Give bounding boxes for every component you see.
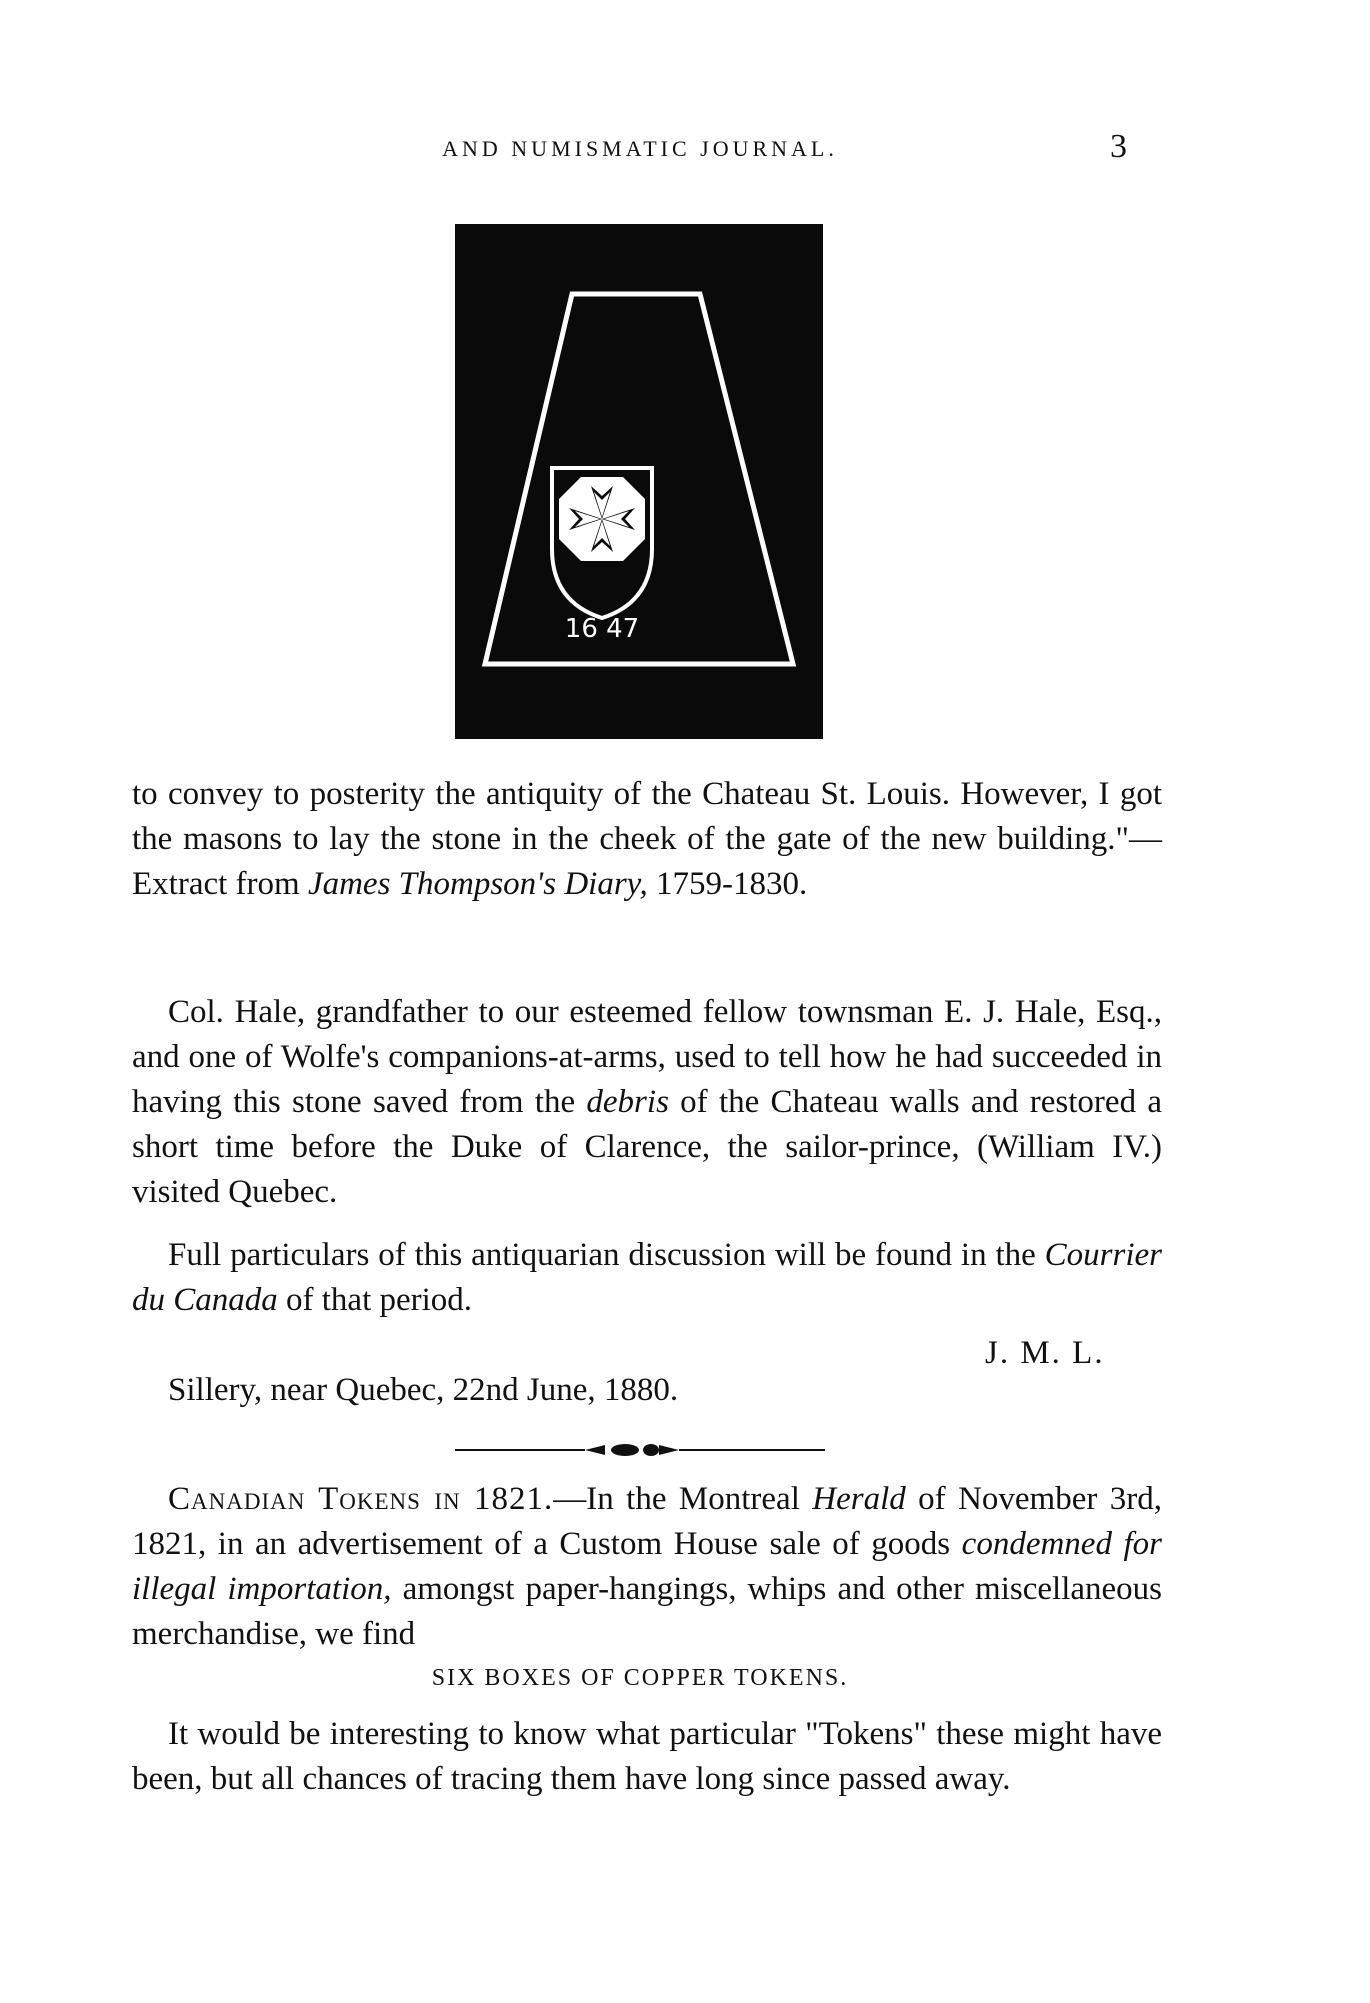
ornamental-separator <box>455 1442 825 1458</box>
paragraph-col-hale <box>132 990 1162 1215</box>
text-run: Full particulars of this antiquarian discussion will be found in the <box>168 1237 1045 1273</box>
text-run: of the Chateau walls and restored a short time before the Duke of Clarence, the sailor-prince, (William IV.) visited Quebec. <box>132 1084 1162 1210</box>
dateline: Sillery, near Quebec, 22nd June, 1880. <box>168 1372 679 1408</box>
paragraph-canadian-tokens <box>132 1477 1162 1657</box>
stone-inscription: 16 47 <box>564 614 640 644</box>
text-run: of November 3rd, 1821, in an advertisement of a Custom House sale of goods <box>132 1481 1162 1562</box>
italic-herald: Herald <box>812 1481 906 1517</box>
text-run: Col. Hale, grandfather to our esteemed fellow townsman E. J. Hale, Esq., and one of Wolfe's companions-at-arms, used to tell how he had succeeded in having this stone saved from the <box>132 994 1162 1120</box>
maltese-cross-shield-stone-icon <box>455 224 823 739</box>
text-run: —In the Montreal <box>553 1481 813 1517</box>
paragraph-particulars <box>132 1233 1162 1323</box>
running-title: AND NUMISMATIC JOURNAL. <box>442 136 838 161</box>
italic-debris: debris <box>586 1084 669 1120</box>
text-run: amongst paper-hangings, whips and other miscellaneous merchandise, we find <box>132 1571 1163 1652</box>
italic-diary-title: James Thompson's Diary, <box>307 866 648 902</box>
page-number: 3 <box>1110 128 1127 165</box>
author-signature: J. M. L. <box>985 1335 1105 1371</box>
italic-courrier: Courrier du Canada <box>132 1237 1162 1318</box>
text-run: to convey to posterity the antiquity of the Chateau St. Louis. However, I got the masons to lay the stone in the cheek of the gate of the new building."—Extract from <box>132 776 1162 902</box>
paragraph-interesting: It would be interesting to know what particular "Tokens" these might have been, but all chances of tracing them have long since passed away. <box>132 1716 1162 1797</box>
paragraph-continuation <box>132 772 1162 907</box>
separator-ornament-icon <box>455 1442 825 1458</box>
text-run: of that period. <box>277 1282 473 1318</box>
article-heading: Canadian Tokens in 1821. <box>168 1481 554 1517</box>
text-run: 1759-1830. <box>647 866 808 902</box>
centered-quote-line: SIX BOXES OF COPPER TOKENS. <box>431 1665 849 1691</box>
italic-condemned: condemned for illegal importation, <box>132 1526 1162 1607</box>
stone-figure <box>455 224 823 739</box>
